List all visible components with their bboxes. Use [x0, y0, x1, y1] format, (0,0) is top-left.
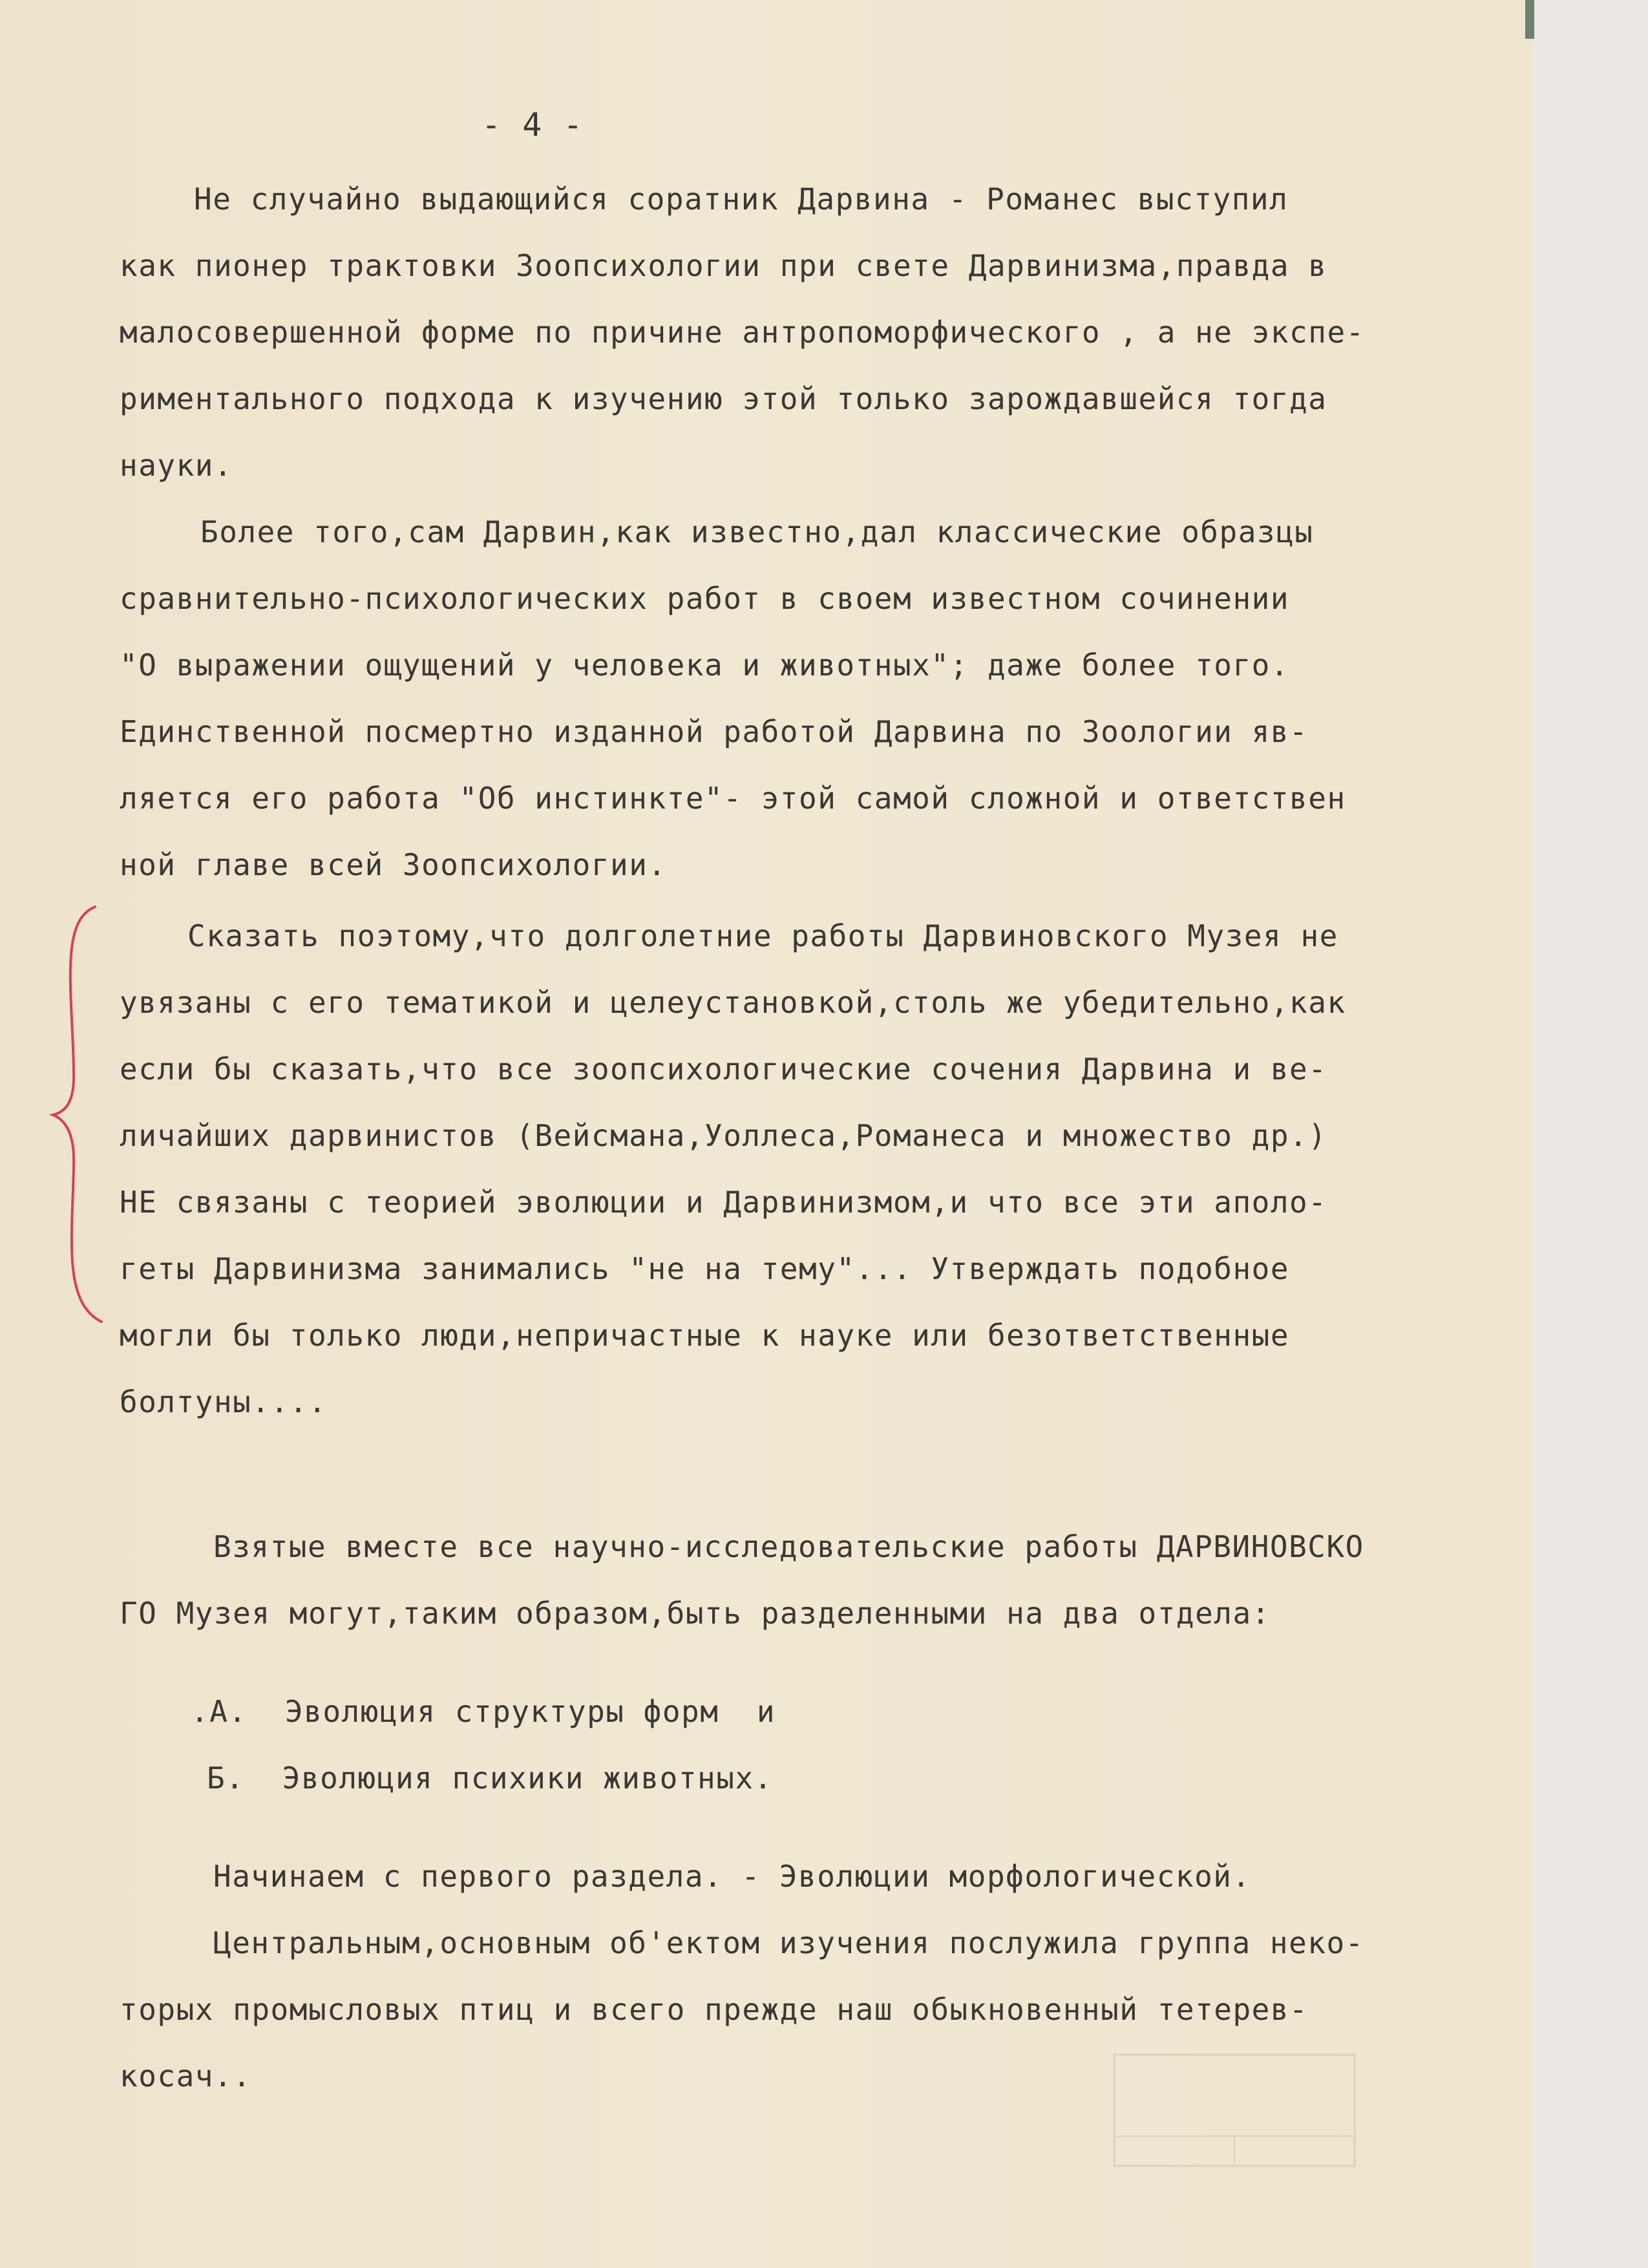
- text-line: ной главе всей Зоопсихологии.: [120, 847, 667, 882]
- text-line: ГО Музея могут,таким образом,быть разделенными на два отдела:: [120, 1596, 1271, 1631]
- text-line: Начинаем с первого раздела. - Эволюции морфологической.: [213, 1859, 1251, 1894]
- text-line: увязаны с его тематикой и целеустановкой,столь же убедительно,как: [120, 985, 1346, 1020]
- text-line: Единственной посмертно изданной работой Дарвина по Зоологии яв-: [120, 714, 1309, 749]
- text-line: Более того,сам Дарвин,как известно,дал классические образцы: [200, 514, 1314, 549]
- text-line: личайших дарвинистов (Вейсмана,Уоллеса,Романеса и множество др.): [120, 1118, 1327, 1153]
- text-line: ляется его работа "Об инстинкте"- этой самой сложной и ответствен: [120, 781, 1346, 816]
- text-line: малосовершенной форме по причине антропоморфического , а не экспе-: [120, 315, 1365, 350]
- text-line: Сказать поэтому,что долголетние работы Дарвиновского Музея не: [187, 918, 1338, 953]
- archive-stamp-icon: [1112, 2052, 1357, 2168]
- text-line: как пионер трактовки Зоопсихологии при свете Дарвинизма,правда в: [120, 248, 1327, 283]
- text-line: болтуны....: [120, 1384, 328, 1419]
- page-number: - 4 -: [481, 106, 584, 143]
- text-line: могли бы только люди,непричастные к науке или безответственные: [120, 1318, 1290, 1353]
- scanner-strip: [1525, 0, 1534, 39]
- text-line: Взятые вместе все научно-исследовательские работы ДАРВИНОВСКО: [213, 1529, 1364, 1564]
- text-line: науки.: [120, 448, 233, 483]
- text-line: НЕ связаны с теорией эволюции и Дарвинизмом,и что все эти аполо-: [120, 1185, 1327, 1220]
- list-item: .А. Эволюция структуры форм и: [191, 1694, 776, 1729]
- text-line: геты Дарвинизма занимались "не на тему"... Утверждать подобное: [120, 1251, 1290, 1286]
- text-line: риментального подхода к изучению этой только зарождавшейся тогда: [120, 381, 1327, 416]
- scanner-background: [1533, 0, 1648, 2268]
- margin-bracket-icon: [47, 902, 105, 1328]
- text-line: "О выражении ощущений у человека и животных"; даже более того.: [120, 648, 1290, 683]
- text-line: торых промысловых птиц и всего прежде наш обыкновенный тетерев-: [120, 1992, 1309, 2027]
- text-line: косач..: [120, 2059, 252, 2093]
- list-item: Б. Эволюция психики животных.: [207, 1761, 773, 1796]
- text-line: Не случайно выдающийся соратник Дарвина - Романес выступил: [194, 182, 1289, 217]
- text-line: если бы сказать,что все зоопсихологические сочения Дарвина и ве-: [120, 1052, 1327, 1086]
- text-line: Центральным,основным об'ектом изучения послужила группа неко-: [213, 1925, 1364, 1960]
- text-line: сравнительно-психологических работ в своем известном сочинении: [120, 581, 1290, 616]
